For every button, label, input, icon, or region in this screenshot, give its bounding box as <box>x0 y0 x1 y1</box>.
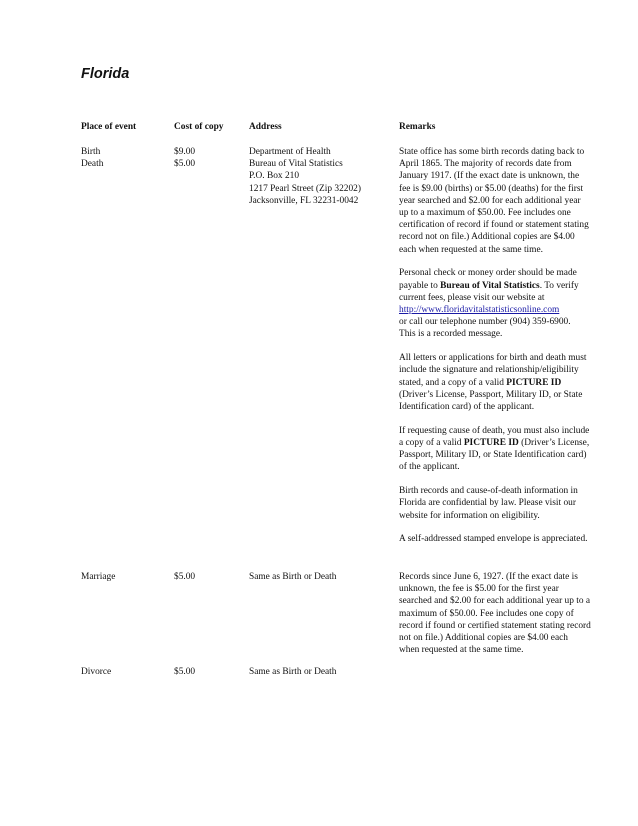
event-divorce: Divorce <box>81 667 112 677</box>
event-death: Death <box>81 159 104 170</box>
marriage-remarks <box>399 571 617 656</box>
remarks-line: searched and $2.00 for each additional year up to a <box>399 596 591 607</box>
remarks-line: certification of record if found or statement stating <box>399 220 589 231</box>
remarks-paragraph-payment <box>399 267 617 340</box>
remarks-line <box>399 377 617 389</box>
remarks-line: maximum of $50.00. Fee includes one copy of <box>399 608 574 619</box>
birth-death-costs <box>174 146 244 170</box>
birth-death-address <box>249 146 394 207</box>
remarks-paragraph-fees <box>399 146 617 256</box>
address-line: Jacksonville, FL 32231-0042 <box>249 195 359 206</box>
remarks-line <box>399 280 617 292</box>
remarks-line: up to a maximum of $50.00. Fee includes one <box>399 208 571 219</box>
address-line: 1217 Pearl Street (Zip 32202) <box>249 183 361 194</box>
remarks-line: record if found or certified statement stating record <box>399 620 591 631</box>
address-line: Bureau of Vital Statistics <box>249 159 343 170</box>
remarks-paragraph-id <box>399 352 617 413</box>
address-marriage: Same as Birth or Death <box>249 572 337 582</box>
remarks-line: fee is $9.00 (births) or $5.00 (deaths) for the first <box>399 183 584 194</box>
remarks-line: unknown, the fee is $5.00 for the first year <box>399 584 559 595</box>
address-divorce: Same as Birth or Death <box>249 667 337 677</box>
remarks-line: State office has some birth records dating back to <box>399 147 585 157</box>
birth-death-events <box>81 146 169 170</box>
remarks-line: year searched and $2.00 for each additional year <box>399 195 581 206</box>
event-birth: Birth <box>81 147 101 157</box>
remarks-text: a copy of a valid <box>399 438 464 449</box>
remarks-line: January 1917. (If the exact date is unknown, the <box>399 171 580 182</box>
remarks-line: current fees, please visit our website at <box>399 292 545 303</box>
header-address: Address <box>249 122 282 132</box>
remarks-line: This is a recorded message. <box>399 329 503 340</box>
remarks-paragraph-cause-of-death <box>399 425 617 474</box>
remarks-line: Florida are confidential by law. Please visit our <box>399 498 576 509</box>
page-title: Florida <box>81 66 130 82</box>
remarks-paragraph-envelope <box>399 533 617 545</box>
cost-death: $5.00 <box>174 159 196 170</box>
remarks-paragraph-confidential <box>399 485 617 522</box>
remarks-line: All letters or applications for birth and death must <box>399 353 587 364</box>
remarks-line: Identification card) of the applicant. <box>399 402 535 413</box>
remarks-line: record not on file.) Additional copies are $4.00 <box>399 232 575 243</box>
remarks-line: or call our telephone number (904) 359-6900. <box>399 317 571 328</box>
remarks-text: payable to <box>399 280 441 291</box>
event-marriage: Marriage <box>81 572 116 582</box>
address-line: Department of Health <box>249 147 331 157</box>
remarks-line: website for information on eligibility. <box>399 510 540 521</box>
remarks-line: each when requested at the same time. <box>399 244 543 255</box>
remarks-line: include the signature and relationship/eligibility <box>399 365 579 376</box>
remarks-text: stated, and a copy of a valid <box>399 377 507 388</box>
remarks-line: Records since June 6, 1927. (If the exact date is <box>399 572 578 582</box>
remarks-line: Passport, Military ID, or State Identification card) <box>399 450 587 461</box>
remarks-line: of the applicant. <box>399 462 460 473</box>
remarks-line: If requesting cause of death, you must also include <box>399 425 590 436</box>
address-line: P.O. Box 210 <box>249 171 300 182</box>
header-remarks: Remarks <box>399 122 436 132</box>
birth-death-remarks <box>399 146 617 557</box>
remarks-text: (Driver’s License, <box>518 438 590 449</box>
header-cost-of-copy: Cost of copy <box>174 122 224 132</box>
cost-marriage: $5.00 <box>174 572 196 582</box>
remarks-line <box>399 437 617 449</box>
remarks-line: A self-addressed stamped envelope is appreciated. <box>399 534 588 545</box>
remarks-line: when requested at the same time. <box>399 645 524 656</box>
remarks-text: . To verify <box>539 280 579 291</box>
cost-birth: $9.00 <box>174 147 196 157</box>
website-link[interactable]: http://www.floridavitalstatisticsonline.com <box>399 305 560 316</box>
picture-id-bold: PICTURE ID <box>506 377 562 388</box>
cost-divorce: $5.00 <box>174 667 196 677</box>
remarks-line: April 1865. The majority of records date from <box>399 159 572 170</box>
picture-id-bold: PICTURE ID <box>463 438 519 449</box>
header-place-of-event: Place of event <box>81 122 137 132</box>
remarks-line: Birth records and cause-of-death information in <box>399 486 578 497</box>
bureau-name-bold: Bureau of Vital Statistics <box>440 280 540 291</box>
remarks-line: Personal check or money order should be made <box>399 268 577 279</box>
remarks-line: (Driver’s License, Passport, Military ID, or State <box>399 389 583 400</box>
remarks-line: not on file.) Additional copies are $4.00 each <box>399 633 568 644</box>
